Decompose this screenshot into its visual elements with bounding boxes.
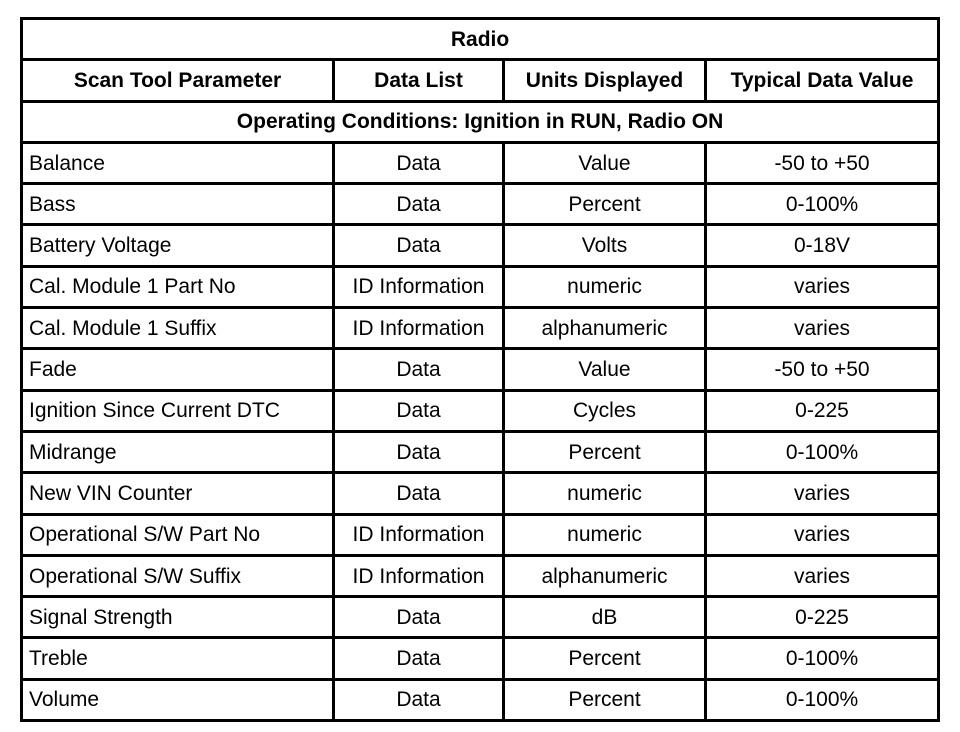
cell-units: Cycles xyxy=(504,390,706,431)
cell-parameter: Signal Strength xyxy=(22,597,334,638)
cell-units: numeric xyxy=(504,266,706,307)
table-row xyxy=(22,142,939,183)
table-row xyxy=(22,349,939,390)
cell-units: numeric xyxy=(504,514,706,555)
table-title: Radio xyxy=(22,19,939,60)
cell-typical-value: 0-100% xyxy=(706,431,939,472)
cell-parameter: Volume xyxy=(22,679,334,720)
table-row xyxy=(22,679,939,720)
cell-units: dB xyxy=(504,597,706,638)
table-row xyxy=(22,473,939,514)
cell-typical-value: 0-225 xyxy=(706,597,939,638)
cell-parameter: Ignition Since Current DTC xyxy=(22,390,334,431)
cell-data-list: Data xyxy=(334,349,504,390)
table-row xyxy=(22,308,939,349)
operating-conditions: Operating Conditions: Ignition in RUN, Radio ON xyxy=(22,101,939,142)
cell-data-list: Data xyxy=(334,142,504,183)
cell-units: Percent xyxy=(504,679,706,720)
table-header-row xyxy=(22,60,939,101)
cell-data-list: Data xyxy=(334,184,504,225)
table-title-row xyxy=(22,19,939,60)
table-row xyxy=(22,638,939,679)
cell-data-list: Data xyxy=(334,679,504,720)
cell-units: alphanumeric xyxy=(504,308,706,349)
radio-parameter-table xyxy=(20,17,940,722)
cell-units: numeric xyxy=(504,473,706,514)
cell-data-list: ID Information xyxy=(334,514,504,555)
cell-parameter: Cal. Module 1 Part No xyxy=(22,266,334,307)
cell-units: Value xyxy=(504,349,706,390)
header-scan-tool-parameter: Scan Tool Parameter xyxy=(22,60,334,101)
cell-data-list: Data xyxy=(334,597,504,638)
cell-data-list: ID Information xyxy=(334,308,504,349)
cell-data-list: Data xyxy=(334,390,504,431)
radio-parameter-table-container xyxy=(20,17,937,722)
cell-parameter: Operational S/W Part No xyxy=(22,514,334,555)
cell-typical-value: -50 to +50 xyxy=(706,142,939,183)
cell-typical-value: varies xyxy=(706,514,939,555)
cell-units: Value xyxy=(504,142,706,183)
cell-parameter: Bass xyxy=(22,184,334,225)
cell-data-list: ID Information xyxy=(334,266,504,307)
cell-units: Percent xyxy=(504,431,706,472)
cell-typical-value: varies xyxy=(706,473,939,514)
table-row xyxy=(22,390,939,431)
cell-typical-value: varies xyxy=(706,308,939,349)
cell-typical-value: 0-100% xyxy=(706,679,939,720)
cell-data-list: Data xyxy=(334,431,504,472)
header-units-displayed: Units Displayed xyxy=(504,60,706,101)
table-row xyxy=(22,184,939,225)
operating-conditions-row xyxy=(22,101,939,142)
table-row xyxy=(22,266,939,307)
table-row xyxy=(22,514,939,555)
header-data-list: Data List xyxy=(334,60,504,101)
cell-data-list: ID Information xyxy=(334,555,504,596)
cell-units: alphanumeric xyxy=(504,555,706,596)
cell-parameter: Fade xyxy=(22,349,334,390)
cell-typical-value: 0-100% xyxy=(706,638,939,679)
cell-data-list: Data xyxy=(334,225,504,266)
cell-parameter: Battery Voltage xyxy=(22,225,334,266)
table-row xyxy=(22,225,939,266)
cell-parameter: Midrange xyxy=(22,431,334,472)
cell-typical-value: 0-225 xyxy=(706,390,939,431)
header-typical-data-value: Typical Data Value xyxy=(706,60,939,101)
cell-parameter: New VIN Counter xyxy=(22,473,334,514)
table-row xyxy=(22,555,939,596)
cell-typical-value: varies xyxy=(706,555,939,596)
cell-units: Percent xyxy=(504,638,706,679)
cell-units: Volts xyxy=(504,225,706,266)
cell-parameter: Operational S/W Suffix xyxy=(22,555,334,596)
cell-typical-value: varies xyxy=(706,266,939,307)
cell-typical-value: 0-100% xyxy=(706,184,939,225)
table-row xyxy=(22,431,939,472)
cell-data-list: Data xyxy=(334,638,504,679)
cell-parameter: Balance xyxy=(22,142,334,183)
cell-typical-value: -50 to +50 xyxy=(706,349,939,390)
cell-parameter: Cal. Module 1 Suffix xyxy=(22,308,334,349)
table-row xyxy=(22,597,939,638)
cell-data-list: Data xyxy=(334,473,504,514)
cell-parameter: Treble xyxy=(22,638,334,679)
cell-units: Percent xyxy=(504,184,706,225)
cell-typical-value: 0-18V xyxy=(706,225,939,266)
